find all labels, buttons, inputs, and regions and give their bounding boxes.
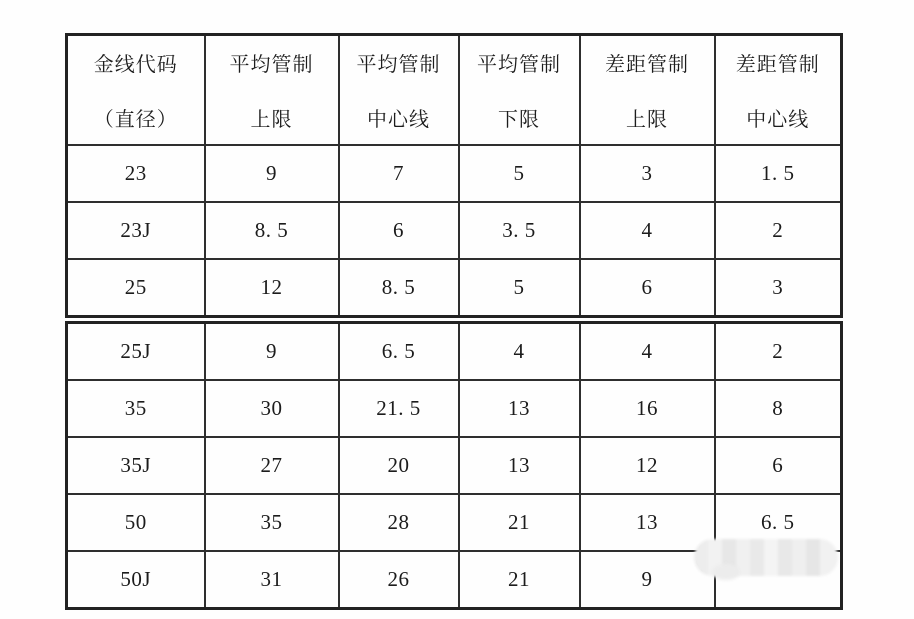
header-line: 中心线 xyxy=(367,109,430,131)
header-line: 上限 xyxy=(250,109,293,131)
cell-value: 21 xyxy=(459,494,580,551)
cell-value: 6. 5 xyxy=(339,323,459,381)
column-header-gap-center-line xyxy=(715,35,842,146)
cell-value: 8 xyxy=(715,380,842,437)
cell-code: 25 xyxy=(67,259,205,317)
cell-value: 16 xyxy=(580,380,715,437)
table-row-35j xyxy=(67,437,842,494)
column-header-code-diameter xyxy=(67,35,205,146)
header-line: 差距管制 xyxy=(735,54,820,76)
cell-value: 9 xyxy=(205,145,339,202)
header-cell xyxy=(581,36,714,144)
header-line: 平均管制 xyxy=(356,54,441,76)
header-line: 金线代码 xyxy=(93,54,178,76)
cell-value: 27 xyxy=(205,437,339,494)
header-cell xyxy=(206,36,338,144)
cell-code: 35J xyxy=(67,437,205,494)
cell-code: 25J xyxy=(67,323,205,381)
cell-value: 5 xyxy=(459,145,580,202)
header-cell xyxy=(68,36,204,144)
header-line: 下限 xyxy=(498,109,540,131)
cell-value: 4 xyxy=(459,323,580,381)
cell-value: 4 xyxy=(580,202,715,259)
column-header-avg-lower-limit xyxy=(459,35,580,146)
cell-value: 13 xyxy=(459,380,580,437)
cell-value: 9 xyxy=(580,551,715,609)
cell-value: 30 xyxy=(205,380,339,437)
cell-code: 23 xyxy=(67,145,205,202)
cell-value: 8. 5 xyxy=(205,202,339,259)
cell-code: 50J xyxy=(67,551,205,609)
cell-value: 20 xyxy=(339,437,459,494)
cell-value: 5 xyxy=(459,259,580,317)
cell-value: 3 xyxy=(580,145,715,202)
cell-value: 1. 5 xyxy=(715,145,842,202)
table-section-upper xyxy=(65,33,843,318)
column-header-gap-upper-limit xyxy=(580,35,715,146)
cell-value: 4 xyxy=(580,323,715,381)
cell-value: 6 xyxy=(339,202,459,259)
header-row xyxy=(67,35,842,146)
cell-value: 35 xyxy=(205,494,339,551)
cell-value: 21. 5 xyxy=(339,380,459,437)
header-cell xyxy=(716,36,841,144)
header-line: 差距管制 xyxy=(605,54,689,76)
table-row-35 xyxy=(67,380,842,437)
header-cell xyxy=(460,36,579,144)
cell-code: 50 xyxy=(67,494,205,551)
header-line: （直径） xyxy=(93,109,178,131)
cell-value: 8. 5 xyxy=(339,259,459,317)
cell-value: 21 xyxy=(459,551,580,609)
cell-value: 3 xyxy=(715,259,842,317)
header-line: 平均管制 xyxy=(229,54,314,76)
header-cell xyxy=(340,36,458,144)
cell-value: 2 xyxy=(715,323,842,381)
watermark-blur-bump xyxy=(712,564,740,580)
cell-value: 13 xyxy=(459,437,580,494)
table-row-25j xyxy=(67,323,842,381)
control-limits-table xyxy=(65,33,840,610)
cell-code: 35 xyxy=(67,380,205,437)
header-line: 上限 xyxy=(626,109,668,131)
header-line: 中心线 xyxy=(746,109,810,131)
cell-value: 6 xyxy=(580,259,715,317)
cell-value: 3. 5 xyxy=(459,202,580,259)
cell-value: 2 xyxy=(715,202,842,259)
cell-code: 23J xyxy=(67,202,205,259)
cell-value: 13 xyxy=(580,494,715,551)
cell-value: 7 xyxy=(339,145,459,202)
table-row-23 xyxy=(67,145,842,202)
cell-value: 6. 5 xyxy=(715,494,842,551)
cell-value: 12 xyxy=(580,437,715,494)
cell-value: 26 xyxy=(339,551,459,609)
table-row-23j xyxy=(67,202,842,259)
table-row-25 xyxy=(67,259,842,317)
column-header-avg-upper-limit xyxy=(205,35,339,146)
cell-value: 28 xyxy=(339,494,459,551)
column-header-avg-center-line xyxy=(339,35,459,146)
cell-value: 9 xyxy=(205,323,339,381)
cell-value: 31 xyxy=(205,551,339,609)
header-line: 平均管制 xyxy=(477,54,561,76)
cell-value: 6 xyxy=(715,437,842,494)
cell-value: 12 xyxy=(205,259,339,317)
